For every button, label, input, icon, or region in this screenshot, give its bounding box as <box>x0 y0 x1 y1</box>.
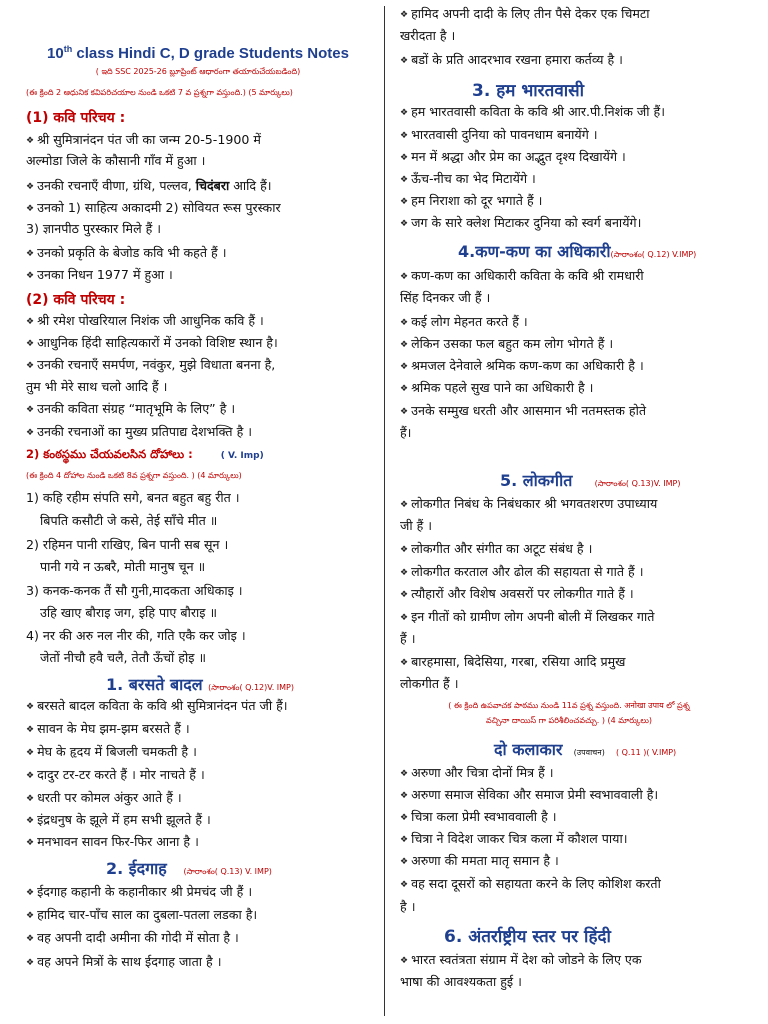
bullet-icon: ❖ <box>400 340 409 350</box>
list-item: ❖ मनभावन सावन फिर-फिर आना है । <box>26 834 199 849</box>
list-item: ❖ हामिद चार-पाँच साल का दुबला-पतला लडका है। <box>26 907 258 922</box>
bullet-icon: ❖ <box>400 500 409 510</box>
bullet-icon: ❖ <box>26 182 35 192</box>
list-item: ❖ बडों के प्रति आदरभाव रखना हमारा कर्तव्य है । <box>400 52 623 67</box>
list-item: ❖ उनका निधन 1977 में हुआ । <box>26 267 173 282</box>
list-item: ❖ वह अपने मित्रों के साथ ईदगाह जाता है । <box>26 954 222 969</box>
list-item: सिंह दिनकर जी हैं । <box>400 290 491 305</box>
list-item: हैं । <box>400 631 416 646</box>
list-item: ❖ बरसते बादल कविता के कवि श्री सुमित्रानंदन पंत जी हैं। <box>26 698 288 713</box>
bullet-icon: ❖ <box>400 175 409 185</box>
list-item: जी हैं । <box>400 518 433 533</box>
bullet-icon: ❖ <box>26 816 35 826</box>
section-heading-antarrashtriya: 6. अंतर्राष्ट्रीय स्तर पर हिंदी <box>444 927 611 947</box>
bullet-icon: ❖ <box>26 958 35 968</box>
upvachan-note-1: ( ఈ క్రింది ఉపవాచక పాఠము నుండి 11వ ప్రశ్న వస్తుంది. अनोखा उपाय లో ప్రశ్న <box>448 701 690 710</box>
list-item: ❖ त्यौहारों और विशेष अवसरों पर लोकगीत गाते हैं । <box>400 586 634 601</box>
section-heading-ham-bharatvasi: 3. हम भारतवासी <box>472 81 585 101</box>
bullet-icon: ❖ <box>26 204 35 214</box>
bullet-icon: ❖ <box>26 911 35 921</box>
bullet-icon: ❖ <box>400 219 409 229</box>
list-item: ❖ अरुणा की ममता मातृ समान है । <box>400 853 559 868</box>
list-item: ❖ जग के सारे क्लेश मिटाकर दुनिया को स्वर्ग बनायेंगे। <box>400 215 642 230</box>
bullet-icon: ❖ <box>400 880 409 890</box>
bullet-icon: ❖ <box>26 934 35 944</box>
list-item: ❖ लोकगीत और संगीत का अटूट संबंध है । <box>400 541 593 556</box>
bullet-icon: ❖ <box>400 658 409 668</box>
bullet-icon: ❖ <box>400 568 409 578</box>
subtitle-note: ( ఇది SSC 2025-26 బ్లూప్రింట్ ఆధారంగా తయారుచేయబడింది) <box>95 67 301 76</box>
list-item: ❖ उनकी रचनाएँ समर्पण, नवंकुर, मुझे विधाता बनना है, <box>26 357 276 372</box>
bullet-icon: ❖ <box>26 271 35 281</box>
list-item: ❖ वह सदा दूसरों को सहायता करने के लिए कोशिश करती <box>400 876 661 891</box>
list-item: ❖ चित्रा ने विदेश जाकर चित्र कला में कौशल पाया। <box>400 831 628 846</box>
list-item: ❖ कई लोग मेहनत करते हैं । <box>400 314 528 329</box>
doha-line: जेतों नीचौ हवै चलै, तेतौ ऊँचों होइ ॥ <box>40 650 206 665</box>
list-item: ❖ लोकगीत करताल और ढोल की सहायता से गाते हैं । <box>400 564 644 579</box>
doha-line: 2) रहिमन पानी राखिए, बिन पानी सब सून । <box>26 537 229 552</box>
doha-line: पानी गये न ऊबरै, मोती मानुष चून ॥ <box>40 559 206 574</box>
section-heading-idgah: 2. ईदगाह (సారాంశం( Q.13) V. IMP) <box>106 859 272 878</box>
list-item: ❖ दादुर टर-टर करते हैं । मोर नाचते हैं । <box>26 767 205 782</box>
bullet-icon: ❖ <box>26 838 35 848</box>
list-item: ❖ सावन के मेघ झम-झम बरसते हैं । <box>26 721 190 736</box>
list-item: ❖ उनके सम्मुख धरती और आसमान भी नतमस्तक होते <box>400 403 647 418</box>
bullet-icon: ❖ <box>26 136 35 146</box>
list-item: ❖ लोकगीत निबंध के निबंधकार श्री भगवतशरण उपाध्याय <box>400 496 658 511</box>
bullet-icon: ❖ <box>400 956 409 966</box>
upvachan-note-2: వచ్చినా దాయిస్ గా పరిశీలించవచ్చు. ) (4 మార్కులు) <box>486 716 652 725</box>
list-item: ❖ भारत स्वतंत्रता संग्राम में देश को जोडने के लिए एक <box>400 952 642 967</box>
bullet-icon: ❖ <box>26 428 35 438</box>
list-item: तुम भी मेरे साथ चलो आदि हैं । <box>26 379 168 394</box>
doha-line: 3) कनक-कनक तैं सौ गुनी,मादकता अधिकाइ । <box>26 583 243 598</box>
list-item: ❖ उनको प्रकृति के बेजोड कवि भी कहते हैं । <box>26 245 227 260</box>
bullet-icon: ❖ <box>400 857 409 867</box>
list-item: ❖ ऊँच-नीच का भेद मिटायेंगे । <box>400 171 536 186</box>
bullet-icon: ❖ <box>26 339 35 349</box>
list-item: ❖ उनकी रचनाओं का मुख्य प्रतिपाद्य देशभक्ति है । <box>26 424 253 439</box>
list-item: ❖ आधुनिक हिंदी साहित्यकारों में उनको विशिष्ट स्थान है। <box>26 335 278 350</box>
list-item: 3) ज्ञानपीठ पुरस्कार मिले हैं । <box>26 221 162 236</box>
bullet-icon: ❖ <box>400 10 409 20</box>
list-item: ❖ अरुणा समाज सेविका और समाज प्रेमी स्वभाववाली है। <box>400 787 659 802</box>
list-item: ❖ कण-कण का अधिकारी कविता के कवि श्री रामधारी <box>400 268 644 283</box>
list-item: खरीदता है । <box>400 28 456 43</box>
list-item: ❖ अरुणा और चित्रा दोनों मित्र हैं । <box>400 765 554 780</box>
bullet-icon: ❖ <box>26 888 35 898</box>
list-item: लोकगीत हैं । <box>400 676 459 691</box>
list-item: ❖ उनको 1) साहित्य अकादमी 2) सोवियत रूस पुरस्कार <box>26 200 281 215</box>
bullet-icon: ❖ <box>26 405 35 415</box>
list-item: ❖ श्रमिक पहले सुख पाने का अधिकारी है । <box>400 380 594 395</box>
list-item: ❖ श्रमजल देनेवाले श्रमिक कण-कण का अधिकारी है । <box>400 358 644 373</box>
doha-heading: 2) కంఠస్థము చేయవలసిన దోహాలు : ( V. Imp) <box>26 447 264 461</box>
kavi-parichay-2-heading: (2) कवि परिचय : <box>26 292 126 308</box>
doha-line: उहि खाए बौराइ जग, इहि पाए बौराइ ॥ <box>40 605 217 620</box>
list-item: ❖ उनकी कविता संग्रह “मातृभूमि के लिए” है । <box>26 401 236 416</box>
list-item: ❖ धरती पर कोमल अंकुर आते हैं । <box>26 790 182 805</box>
list-item: ❖ इन गीतों को ग्रामीण लोग अपनी बोली में लिखकर गाते <box>400 609 655 624</box>
section-heading-do-kalakar: दो कलाकार (उपवाचन) ( Q.11 )( V.IMP) <box>494 740 677 759</box>
list-item: ❖ मेघ के हृदय में बिजली चमकती है । <box>26 744 197 759</box>
bullet-icon: ❖ <box>400 272 409 282</box>
list-item: ❖ हामिद अपनी दादी के लिए तीन पैसे देकर एक चिमटा <box>400 6 650 21</box>
doha-note: (ఈ క్రింది 4 దోహాల నుండి ఒకటి 8వ ప్రశ్నగా వస్తుంది. ) (4 మార్కులు) <box>26 471 242 480</box>
section-heading-barsate-badal: 1. बरसते बादल (సారాంశం( Q.12)V. IMP) <box>106 675 294 694</box>
kavi-parichay-1-heading: (1) कवि परिचय : <box>26 110 126 126</box>
bullet-icon: ❖ <box>400 108 409 118</box>
doha-line: 1) कहि रहीम संपति सगे, बनत बहुत बहु रीत । <box>26 490 240 505</box>
bullet-icon: ❖ <box>400 613 409 623</box>
bullet-icon: ❖ <box>400 131 409 141</box>
bullet-icon: ❖ <box>400 407 409 417</box>
list-item: ❖ बारहमासा, बिदेसिया, गरबा, रसिया आदि प्रमुख <box>400 654 626 669</box>
bullet-icon: ❖ <box>400 56 409 66</box>
bullet-icon: ❖ <box>400 153 409 163</box>
list-item: ❖ लेकिन उसका फल बहुत कम लोग भोगते हैं । <box>400 336 614 351</box>
list-item: ❖ हम भारतवासी कविता के कवि श्री आर.पी.निशंक जी हैं। <box>400 104 665 119</box>
bullet-icon: ❖ <box>400 362 409 372</box>
bullet-icon: ❖ <box>400 791 409 801</box>
section-heading-kan-kan: 4.कण-कण का अधिकारी(సారాంశం( Q.12) V.IMP) <box>458 242 697 261</box>
list-item: ❖ श्री रमेश पोखरियाल निशंक जी आधुनिक कवि हैं । <box>26 313 264 328</box>
document-title: 10th class Hindi C, D grade Students Notes <box>47 44 349 62</box>
list-item: ❖ ईदगाह कहानी के कहानीकार श्री प्रेमचंद जी हैं । <box>26 884 253 899</box>
bullet-icon: ❖ <box>26 748 35 758</box>
bullet-icon: ❖ <box>400 769 409 779</box>
list-item: ❖ इंद्रधनुष के झूले में हम सभी झूलते हैं । <box>26 812 211 827</box>
doha-line: बिपति कसौटी जे कसे, तेई साँचे मीत ॥ <box>40 513 218 528</box>
list-item: है । <box>400 899 416 914</box>
bullet-icon: ❖ <box>400 197 409 207</box>
list-item: ❖ मन में श्रद्धा और प्रेम का अद्भुत दृश्य दिखायेंगे । <box>400 149 626 164</box>
section-heading-lokgeet: 5. लोकगीत (సారాంశం( Q.13)V. IMP) <box>500 471 681 490</box>
section-note: (ఈ క్రింది 2 ఆధునిక కవిపరిచయాల నుండి ఒకటి 7 వ ప్రశ్నగా వస్తుంది.) (5 మార్కులు) <box>26 88 293 97</box>
list-item: ❖ चित्रा कला प्रेमी स्वभाववाली है । <box>400 809 557 824</box>
doha-line: 4) नर की अरु नल नीर की, गति एकै कर जोइ । <box>26 628 246 643</box>
bullet-icon: ❖ <box>26 249 35 259</box>
bullet-icon: ❖ <box>26 317 35 327</box>
list-item: ❖ वह अपनी दादी अमीना की गोदी में सोता है । <box>26 930 239 945</box>
bullet-icon: ❖ <box>400 318 409 328</box>
bullet-icon: ❖ <box>400 590 409 600</box>
column-divider <box>384 6 385 1016</box>
list-item: भाषा की आवश्यकता हुई । <box>400 974 522 989</box>
bullet-icon: ❖ <box>26 725 35 735</box>
list-item: अल्मोडा जिले के कौसानी गाँव में हुआ । <box>26 153 206 168</box>
bullet-icon: ❖ <box>26 794 35 804</box>
list-item: ❖ भारतवासी दुनिया को पावनधाम बनायेंगे । <box>400 127 598 142</box>
bullet-icon: ❖ <box>400 835 409 845</box>
bullet-icon: ❖ <box>26 771 35 781</box>
bullet-icon: ❖ <box>26 702 35 712</box>
list-item: ❖ श्री सुमित्रानंदन पंत जी का जन्म 20-5-1900 में <box>26 132 261 147</box>
list-item: हैं। <box>400 425 412 440</box>
bullet-icon: ❖ <box>26 361 35 371</box>
bullet-icon: ❖ <box>400 545 409 555</box>
list-item: ❖ उनकी रचनाएँ वीणा, ग्रंथि, पल्लव, चिदंबरा आदि हैं। <box>26 178 272 193</box>
bullet-icon: ❖ <box>400 384 409 394</box>
list-item: ❖ हम निराशा को दूर भगाते हैं । <box>400 193 543 208</box>
bullet-icon: ❖ <box>400 813 409 823</box>
